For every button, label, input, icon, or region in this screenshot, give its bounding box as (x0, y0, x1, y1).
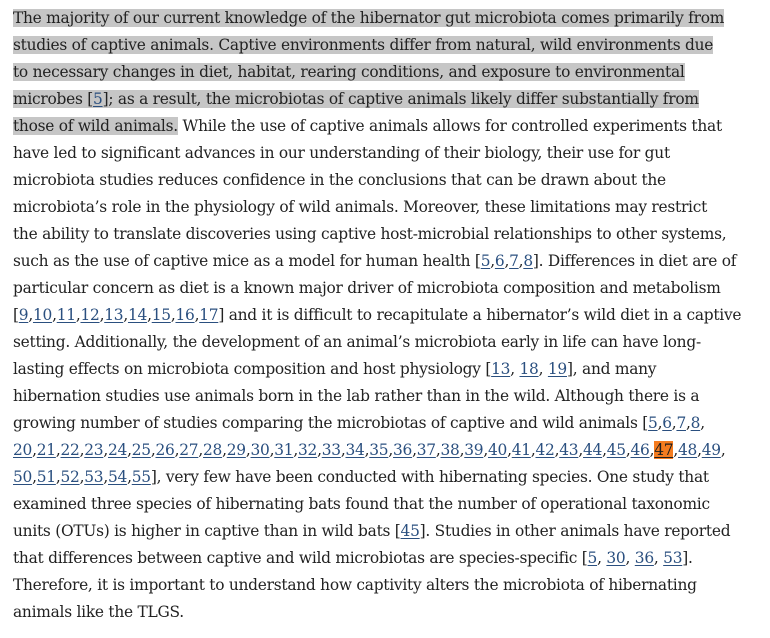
citation-link[interactable]: 11 (56, 306, 76, 324)
text-run: ]. (682, 549, 693, 567)
citation-link[interactable]: 39 (464, 441, 484, 459)
citation-link[interactable]: 31 (274, 441, 294, 459)
text-run: , (194, 306, 200, 324)
text-run: [ (13, 306, 19, 324)
text-run: , (538, 360, 548, 378)
text-line (13, 140, 765, 167)
text-run: , (170, 306, 176, 324)
citation-link[interactable]: 6 (494, 252, 505, 270)
text-line (13, 221, 765, 248)
text-run: , (578, 441, 583, 459)
citation-link[interactable]: 30 (250, 441, 270, 459)
text-run: , (554, 441, 560, 459)
text-line (13, 518, 765, 545)
text-run: , (507, 441, 512, 459)
text-run: , (412, 441, 417, 459)
citation-link[interactable]: 5 (587, 549, 598, 567)
text-run: , (530, 441, 536, 459)
text-run: Therefore, it is important to understand how captivity alters the microbiota of hibernating (13, 576, 697, 594)
text-run: , (103, 441, 108, 459)
text-run: , (602, 441, 607, 459)
citation-link[interactable]: 30 (606, 549, 626, 567)
citation-link[interactable]: 27 (179, 441, 199, 459)
text-run: , (79, 441, 85, 459)
text-run: ]. Differences in diet are of (532, 252, 737, 270)
text-run: , (388, 441, 393, 459)
text-line (13, 545, 765, 572)
text-run: , (685, 414, 691, 432)
citation-link[interactable]: 12 (80, 306, 100, 324)
text-run: , (518, 252, 524, 270)
text-run: ], and many (566, 360, 657, 378)
citation-link[interactable]: 32 (298, 441, 318, 459)
text-run: , (657, 414, 663, 432)
text-line (13, 86, 765, 113)
text-line (13, 248, 765, 275)
citation-link[interactable]: 16 (175, 306, 195, 324)
text-run: , (697, 441, 702, 459)
text-run: , (653, 549, 664, 567)
citation-link[interactable]: 8 (690, 414, 701, 432)
text-run: , (55, 441, 61, 459)
text-run: such as the use of captive mice as a model for human health [ (13, 252, 481, 270)
text-run: ], very few have been conducted with hibernating species. One study that (150, 468, 709, 486)
text-run: , (127, 441, 132, 459)
citation-link[interactable]: 45 (400, 522, 420, 540)
text-line (13, 599, 765, 626)
text-run: , (52, 306, 57, 324)
citation-link[interactable]: 46 (630, 441, 650, 459)
text-run: , (55, 468, 61, 486)
text-line (13, 356, 765, 383)
text-run: lasting effects on microbiota composition and host physiology [ (13, 360, 492, 378)
citation-link[interactable]: 13 (491, 360, 511, 378)
text-run: , (317, 441, 322, 459)
citation-link[interactable]: 5 (93, 90, 103, 108)
text-run: , (483, 441, 488, 459)
text-run: , (28, 306, 33, 324)
citation-link[interactable]: 29 (226, 441, 246, 459)
citation-link[interactable]: 19 (547, 360, 567, 378)
text-run: , (32, 441, 37, 459)
citation-link[interactable]: 41 (511, 441, 531, 459)
selected-text: ]; as a result, the microbiotas of captive animals likely differ substantially from (102, 90, 699, 108)
citation-link[interactable]: 8 (523, 252, 533, 270)
text-run: , (269, 441, 275, 459)
text-run: , (222, 441, 227, 459)
text-run: microbiota studies reduces confidence in the conclusions that can be drawn about the (13, 171, 666, 189)
text-run: , (435, 441, 441, 459)
citation-link[interactable]: 43 (559, 441, 579, 459)
citation-link[interactable]: 36 (393, 441, 413, 459)
text-run: , (625, 441, 631, 459)
citation-link-highlighted[interactable]: 47 (654, 441, 674, 459)
text-run: setting. Additionally, the development of an animal’s microbiota early in life can have long- (13, 333, 701, 351)
text-run: , (649, 441, 655, 459)
text-line (13, 410, 765, 437)
selected-text: to necessary changes in diet, habitat, rearing conditions, and exposure to environmental (13, 63, 685, 81)
text-run: animals like the TLGS. (13, 603, 184, 621)
text-line (13, 491, 765, 518)
text-run: , (147, 306, 152, 324)
text-run: , (720, 441, 726, 459)
text-line (13, 113, 765, 140)
text-line (13, 275, 765, 302)
selected-text: The majority of our current knowledge of the hibernator gut microbiota comes primarily from (13, 9, 725, 27)
text-line (13, 437, 765, 464)
text-run: While the use of captive animals allows for controlled experiments that (177, 117, 722, 135)
text-run: , (99, 306, 105, 324)
text-run: , (75, 306, 81, 324)
text-run: growing number of studies comparing the microbiotas of captive and wild animals [ (13, 414, 649, 432)
citation-link[interactable]: 42 (535, 441, 555, 459)
citation-link[interactable]: 6 (662, 414, 672, 432)
text-run: units (OTUs) is higher in captive than in wild bats [ (13, 522, 401, 540)
citation-link[interactable]: 53 (84, 468, 104, 486)
citation-link[interactable]: 45 (606, 441, 626, 459)
citation-link[interactable]: 36 (634, 549, 654, 567)
text-run: , (459, 441, 465, 459)
text-run: , (127, 468, 132, 486)
text-line (13, 383, 765, 410)
selected-text: microbes [ (13, 90, 94, 108)
citation-link[interactable]: 38 (440, 441, 460, 459)
text-run: hibernation studies use animals born in the lab rather than in the wild. Although there is a (13, 387, 700, 405)
text-line (13, 329, 765, 356)
citation-link[interactable]: 26 (155, 441, 175, 459)
text-run: , (293, 441, 298, 459)
citation-link[interactable]: 17 (199, 306, 219, 324)
text-run: have led to significant advances in our understanding of their biology, their use for gut (13, 144, 670, 162)
text-run: , (364, 441, 370, 459)
citation-link[interactable]: 33 (321, 441, 341, 459)
text-run: , (150, 441, 156, 459)
citation-link[interactable]: 5 (480, 252, 491, 270)
citation-link[interactable]: 55 (131, 468, 151, 486)
citation-link[interactable]: 35 (369, 441, 389, 459)
text-run: , (504, 252, 510, 270)
citation-link[interactable]: 23 (84, 441, 104, 459)
citation-link[interactable]: 7 (676, 414, 686, 432)
citation-link[interactable]: 53 (663, 549, 683, 567)
citation-link[interactable]: 51 (36, 468, 56, 486)
citation-link[interactable]: 15 (151, 306, 171, 324)
text-line (13, 302, 765, 329)
citation-link[interactable]: 13 (104, 306, 124, 324)
citation-link[interactable]: 24 (108, 441, 128, 459)
text-run: , (510, 360, 520, 378)
citation-link[interactable]: 7 (509, 252, 519, 270)
citation-link[interactable]: 44 (583, 441, 603, 459)
citation-link[interactable]: 34 (345, 441, 365, 459)
text-run: , (340, 441, 346, 459)
text-line (13, 572, 765, 599)
text-run: , (123, 306, 128, 324)
selected-text: studies of captive animals. Captive environments differ from natural, wild environments due (13, 36, 714, 54)
citation-link[interactable]: 9 (18, 306, 29, 324)
text-run: particular concern as diet is a known major driver of microbiota composition and metabolism (13, 279, 721, 297)
text-run: , (198, 441, 203, 459)
text-run: , (673, 441, 678, 459)
selected-text: those of wild animals. (13, 117, 178, 135)
citation-link[interactable]: 28 (203, 441, 223, 459)
citation-link[interactable]: 50 (13, 468, 33, 486)
text-run: , (245, 441, 251, 459)
text-run: , (700, 414, 705, 432)
citation-link[interactable]: 22 (60, 441, 80, 459)
citation-link[interactable]: 48 (678, 441, 698, 459)
text-run: that differences between captive and wild microbiotas are species-specific [ (13, 549, 588, 567)
citation-link[interactable]: 25 (131, 441, 151, 459)
citation-link[interactable]: 14 (127, 306, 148, 324)
text-line (13, 464, 765, 491)
citation-link[interactable]: 40 (488, 441, 508, 459)
text-run: , (174, 441, 180, 459)
text-run: , (625, 549, 635, 567)
text-run: the ability to translate discoveries using captive host-microbial relationships to other systems, (13, 225, 727, 243)
citation-link[interactable]: 5 (648, 414, 658, 432)
citation-link[interactable]: 21 (36, 441, 56, 459)
citation-link[interactable]: 20 (13, 441, 33, 459)
text-run: , (490, 252, 495, 270)
citation-link[interactable]: 52 (60, 468, 80, 486)
text-line (13, 32, 765, 59)
article-paragraph (13, 5, 765, 626)
citation-link[interactable]: 10 (32, 306, 53, 324)
text-run: ]. Studies in other animals have reported (419, 522, 731, 540)
text-line (13, 194, 765, 221)
text-run: ] and it is difficult to recapitulate a hibernator’s wild diet in a captive (218, 306, 742, 324)
text-run: , (671, 414, 677, 432)
text-run: , (79, 468, 85, 486)
text-run: microbiota’s role in the physiology of wild animals. Moreover, these limitations may restrict (13, 198, 708, 216)
text-line (13, 167, 765, 194)
text-line (13, 5, 765, 32)
citation-link[interactable]: 37 (416, 441, 436, 459)
citation-link[interactable]: 49 (701, 441, 721, 459)
text-run: , (597, 549, 607, 567)
citation-link[interactable]: 54 (108, 468, 128, 486)
text-run: , (103, 468, 108, 486)
text-run: , (32, 468, 37, 486)
text-line (13, 59, 765, 86)
text-run: examined three species of hibernating bats found that the number of operational taxonomic (13, 495, 710, 513)
citation-link[interactable]: 18 (519, 360, 539, 378)
